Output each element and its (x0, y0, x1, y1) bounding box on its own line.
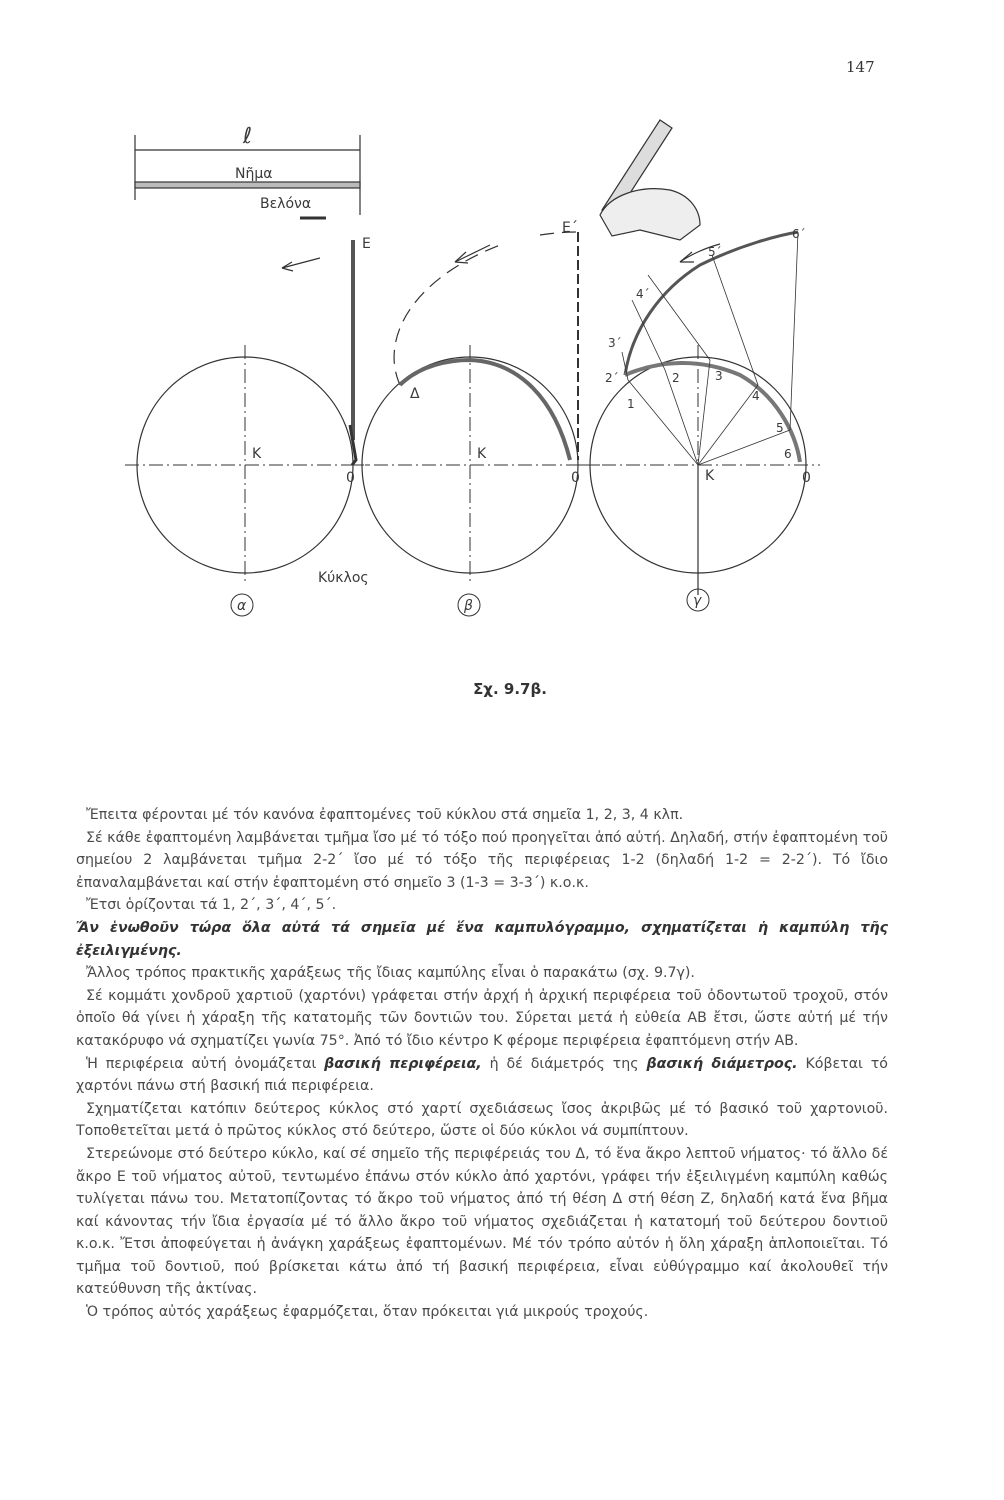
label-origin-b: 0 (571, 470, 580, 486)
paragraph: Σχηματίζεται κατόπιν δεύτερος κύκλος στό χαρτί σχεδιάσεως ἴσος ἀκριβῶς μέ τό βασικό τοῦ χαρτονιοῦ. Τοποθετεῖται μετά ὁ πρῶτος κύκλος στό δεύτερο, ὥστε οἱ δύο κύκλοι νά συμπίπτουν. (76, 1100, 888, 1140)
label-pt-5-prime: 5΄ (708, 245, 722, 259)
paragraph: Στερεώνομε στό δεύτερο κύκλο, καί σέ σημεῖο τῆς περιφέρειάς του Δ, τό ἕνα ἄκρο λεπτοῦ νήματος· τό ἄλλο δέ ἄκρο Ε τοῦ νήματος αὐτοῦ, τεντωμένο ἐπάνω στόν κύκλο ἀπό χαρτόνι, γράφει τήν ἐξειλιγμένη καμπύλη καθώς τυλίγεται πάνω του. Μετατοπίζοντας τό ἄκρο τοῦ νήματος ἀπό τή θέση Δ στή θέση Ζ, δηλαδή κατά ἕνα βῆμα καί κάνοντας τήν ἴδια ἐργασία μέ τό ἄλλο ἄκρο τοῦ νήματος σχεδιάζεται ἡ κατατομή τοῦ δεύτερου δοντιοῦ κ.ο.κ. Ἔτσι ἀποφεύγεται ἡ ἀνάγκη χαράξεως ἐφαπτομένων. Μέ τόν τρόπο αὐτόν ἡ ὅλη χάραξη ἁπλοποιεῖται. Τό τμῆμα τοῦ δοντιοῦ, πού βρίσκεται κάτω ἀπό τή βασική περιφέρεια, εἶναι εὐθύγραμμο καί ἀκολουθεῖ τήν κατεύθυνση τῆς ἀκτίνας. (76, 1145, 888, 1298)
label-pt-6: 6 (784, 447, 792, 461)
label-origin-c: 0 (802, 470, 811, 486)
label-pt-6-prime: 6΄ (792, 227, 806, 241)
body-text (76, 804, 888, 1324)
label-origin-a: 0 (346, 470, 355, 486)
paragraph: Ἔτσι ὁρίζονται τά 1, 2΄, 3΄, 4΄, 5΄. (86, 897, 337, 914)
label-pt-2-prime: 2΄ (605, 371, 619, 385)
base-arc-c (625, 363, 800, 462)
label-panel-c: γ (693, 593, 702, 609)
label-panel-a: α (237, 598, 247, 614)
label-center-b: Κ (477, 446, 487, 462)
label-circle: Κύκλος (318, 570, 369, 586)
figure-caption: Σχ. 9.7β. (473, 680, 547, 698)
label-pt-2: 2 (672, 371, 680, 385)
page-number: 147 (846, 58, 875, 76)
label-length: ℓ (243, 124, 253, 149)
label-center-c: Κ (705, 468, 715, 484)
label-needle: Βελόνα (260, 196, 312, 212)
paragraph: Ὁ τρόπος αὐτός χαράξεως ἐφαρμόζεται, ὅταν πρόκειται γιά μικρούς τροχούς. (86, 1304, 649, 1321)
paragraph: Ἔπειτα φέρονται μέ τόν κανόνα ἐφαπτομένες τοῦ κύκλου στά σημεῖα 1, 2, 3, 4 κλπ. (86, 807, 684, 823)
label-pt-1: 1 (627, 397, 635, 411)
string-wrapped-b (400, 360, 570, 460)
label-panel-b: β (464, 598, 473, 614)
paragraph: Σέ κομμάτι χονδροῦ χαρτιοῦ (χαρτόνι) γράφεται στήν ἀρχή ἡ ἀρχική περιφέρεια τοῦ ὀδοντωτοῦ τροχοῦ, στόν ὁποῖο θά γίνει ἡ χάραξη τῆς κατατομῆς τῶν δοντιῶν του. Σύρεται μετά ἡ εὐθεία ΑΒ ἔτσι, ὥστε αὐτή μέ τήν κατακόρυφο νά σχηματίζει γωνία 75°. Ἀπό τό ἴδιο κέντρο Κ φέρομε περιφέρεια ἐφαπτόμενη στήν ΑΒ. (76, 987, 888, 1049)
arrow-panel-a (282, 258, 320, 268)
label-center-a: Κ (252, 446, 262, 462)
label-end-e-prime: Ε΄ (562, 220, 578, 236)
label-delta: Δ (410, 386, 420, 402)
term-base-diameter: βασική διάμετρος. (646, 1055, 798, 1072)
string-illustration (135, 182, 360, 188)
paragraph: Σέ κάθε ἐφαπτομένη λαμβάνεται τμῆμα ἴσο μέ τό τόξο πού προηγεῖται ἀπό αὐτή. Δηλαδή, στήν ἐφαπτομένη τοῦ σημείου 2 λαμβάνεται τμῆμα 2-2΄ ἴσο μέ τό τόξο τῆς περιφέρειας 1-2 (δηλαδή 1-2 = 2-2΄). Τό ἴδιο ἐπαναλαμβάνεται καί στήν ἐφαπτομένη στό σημεῖο 3 (1-3 = 3-3΄) κ.ο.κ. (76, 829, 888, 891)
paragraph: Ἄλλος τρόπος πρακτικῆς χαράξεως τῆς ἴδιας καμπύλης εἶναι ὁ παρακάτω (σχ. 9.7γ). (86, 965, 695, 982)
label-string: Νῆμα (235, 166, 273, 182)
paragraph: Ἡ περιφέρεια αὐτή ὀνομάζεται βασική περιφέρεια, ἡ δέ διάμετρός της βασική διάμετρος. Κόβεται τό χαρτόνι πάνω στή βασική πιά περιφέρεια. (76, 1055, 888, 1095)
label-end-e: Ε (362, 236, 371, 252)
involute-figure (0, 0, 1004, 700)
label-pt-4: 4 (752, 389, 760, 403)
term-base-circle: βασική περιφέρεια, (324, 1055, 482, 1072)
label-pt-5: 5 (776, 421, 784, 435)
label-pt-3: 3 (715, 369, 723, 383)
label-pt-4-prime: 4΄ (636, 287, 650, 301)
label-pt-3-prime: 3΄ (608, 336, 622, 350)
paragraph-emphasis: Ἄν ἑνωθοῦν τώρα ὅλα αὐτά τά σημεῖα μέ ἕνα καμπυλόγραμμο, σχηματίζεται ἡ καμπύλη τῆς ἐξειλιγμένης. (76, 919, 888, 959)
